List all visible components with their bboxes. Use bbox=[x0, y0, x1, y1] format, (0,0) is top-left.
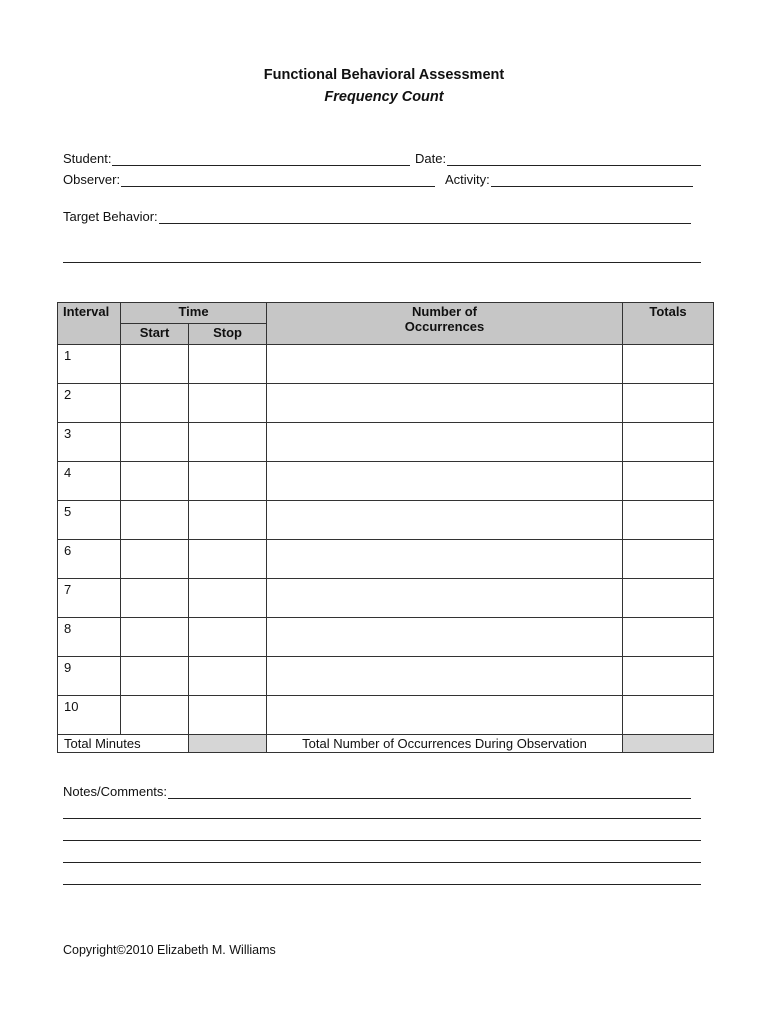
total-occurrences-cell[interactable] bbox=[623, 735, 714, 753]
target-behavior-label: Target Behavior: bbox=[63, 209, 158, 224]
start-cell[interactable] bbox=[121, 540, 189, 579]
start-cell[interactable] bbox=[121, 501, 189, 540]
totals-cell[interactable] bbox=[623, 345, 714, 384]
table-row bbox=[58, 501, 714, 540]
table-row bbox=[58, 579, 714, 618]
occurrences-cell[interactable] bbox=[267, 696, 623, 735]
frequency-table bbox=[57, 302, 714, 753]
stop-cell[interactable] bbox=[189, 384, 267, 423]
occurrences-cell[interactable] bbox=[267, 345, 623, 384]
total-minutes-cell[interactable] bbox=[189, 735, 267, 753]
interval-number: 8 bbox=[58, 618, 121, 657]
notes-label: Notes/Comments: bbox=[63, 784, 168, 799]
target-behavior-line-2[interactable] bbox=[63, 262, 701, 263]
observer-field[interactable] bbox=[63, 172, 435, 187]
notes-line-4[interactable] bbox=[63, 862, 701, 863]
interval-number: 3 bbox=[58, 423, 121, 462]
interval-number: 10 bbox=[58, 696, 121, 735]
stop-cell[interactable] bbox=[189, 657, 267, 696]
student-label: Student: bbox=[63, 151, 112, 166]
totals-cell[interactable] bbox=[623, 462, 714, 501]
table-row bbox=[58, 462, 714, 501]
notes-line-2[interactable] bbox=[63, 818, 701, 819]
header-stop: Stop bbox=[189, 324, 267, 345]
total-minutes-label: Total Minutes bbox=[58, 735, 189, 753]
interval-number: 4 bbox=[58, 462, 121, 501]
activity-line[interactable] bbox=[491, 173, 693, 187]
stop-cell[interactable] bbox=[189, 423, 267, 462]
start-cell[interactable] bbox=[121, 657, 189, 696]
student-field[interactable] bbox=[63, 151, 410, 166]
stop-cell[interactable] bbox=[189, 540, 267, 579]
observer-label: Observer: bbox=[63, 172, 121, 187]
occurrences-cell[interactable] bbox=[267, 462, 623, 501]
totals-cell[interactable] bbox=[623, 696, 714, 735]
occurrences-cell[interactable] bbox=[267, 579, 623, 618]
stop-cell[interactable] bbox=[189, 345, 267, 384]
page-subtitle: Frequency Count bbox=[324, 89, 444, 105]
totals-cell[interactable] bbox=[623, 423, 714, 462]
start-cell[interactable] bbox=[121, 462, 189, 501]
header-occurrences-line1: Number of bbox=[412, 304, 478, 319]
header-occurrences bbox=[267, 303, 623, 345]
stop-cell[interactable] bbox=[189, 696, 267, 735]
occurrences-cell[interactable] bbox=[267, 618, 623, 657]
interval-number: 6 bbox=[58, 540, 121, 579]
start-cell[interactable] bbox=[121, 618, 189, 657]
start-cell[interactable] bbox=[121, 579, 189, 618]
start-cell[interactable] bbox=[121, 696, 189, 735]
page-title: Functional Behavioral Assessment bbox=[263, 67, 505, 83]
occurrences-cell[interactable] bbox=[267, 657, 623, 696]
activity-label: Activity: bbox=[445, 172, 490, 187]
table-row bbox=[58, 384, 714, 423]
start-cell[interactable] bbox=[121, 423, 189, 462]
totals-row bbox=[58, 735, 714, 753]
activity-field[interactable] bbox=[445, 172, 693, 187]
interval-number: 1 bbox=[58, 345, 121, 384]
header-interval: Interval bbox=[58, 303, 121, 345]
interval-number: 9 bbox=[58, 657, 121, 696]
date-line[interactable] bbox=[447, 152, 701, 166]
interval-number: 5 bbox=[58, 501, 121, 540]
target-behavior-field[interactable] bbox=[63, 209, 691, 224]
header-totals: Totals bbox=[623, 303, 714, 345]
occurrences-cell[interactable] bbox=[267, 540, 623, 579]
interval-number: 7 bbox=[58, 579, 121, 618]
totals-cell[interactable] bbox=[623, 384, 714, 423]
occurrences-cell[interactable] bbox=[267, 501, 623, 540]
date-label: Date: bbox=[415, 151, 447, 166]
notes-line-5[interactable] bbox=[63, 884, 701, 885]
table-row bbox=[58, 696, 714, 735]
occurrences-cell[interactable] bbox=[267, 384, 623, 423]
interval-number: 2 bbox=[58, 384, 121, 423]
table-row bbox=[58, 345, 714, 384]
start-cell[interactable] bbox=[121, 384, 189, 423]
occurrences-cell[interactable] bbox=[267, 423, 623, 462]
totals-cell[interactable] bbox=[623, 657, 714, 696]
stop-cell[interactable] bbox=[189, 462, 267, 501]
copyright-text: Copyright©2010 Elizabeth M. Williams bbox=[63, 943, 276, 957]
table-row bbox=[58, 540, 714, 579]
start-cell[interactable] bbox=[121, 345, 189, 384]
total-occurrences-label: Total Number of Occurrences During Observation bbox=[267, 735, 623, 753]
stop-cell[interactable] bbox=[189, 618, 267, 657]
totals-cell[interactable] bbox=[623, 579, 714, 618]
totals-cell[interactable] bbox=[623, 618, 714, 657]
stop-cell[interactable] bbox=[189, 579, 267, 618]
student-line[interactable] bbox=[112, 152, 410, 166]
observer-line[interactable] bbox=[121, 173, 435, 187]
target-behavior-line[interactable] bbox=[159, 210, 691, 224]
date-field[interactable] bbox=[415, 151, 701, 166]
header-time: Time bbox=[121, 303, 267, 324]
totals-cell[interactable] bbox=[623, 501, 714, 540]
totals-cell[interactable] bbox=[623, 540, 714, 579]
table-row bbox=[58, 618, 714, 657]
notes-field[interactable] bbox=[63, 784, 691, 799]
header-occurrences-line2: Occurrences bbox=[404, 319, 485, 334]
table-row bbox=[58, 657, 714, 696]
notes-line-1[interactable] bbox=[168, 785, 691, 799]
header-start: Start bbox=[121, 324, 189, 345]
stop-cell[interactable] bbox=[189, 501, 267, 540]
table-row bbox=[58, 423, 714, 462]
notes-line-3[interactable] bbox=[63, 840, 701, 841]
